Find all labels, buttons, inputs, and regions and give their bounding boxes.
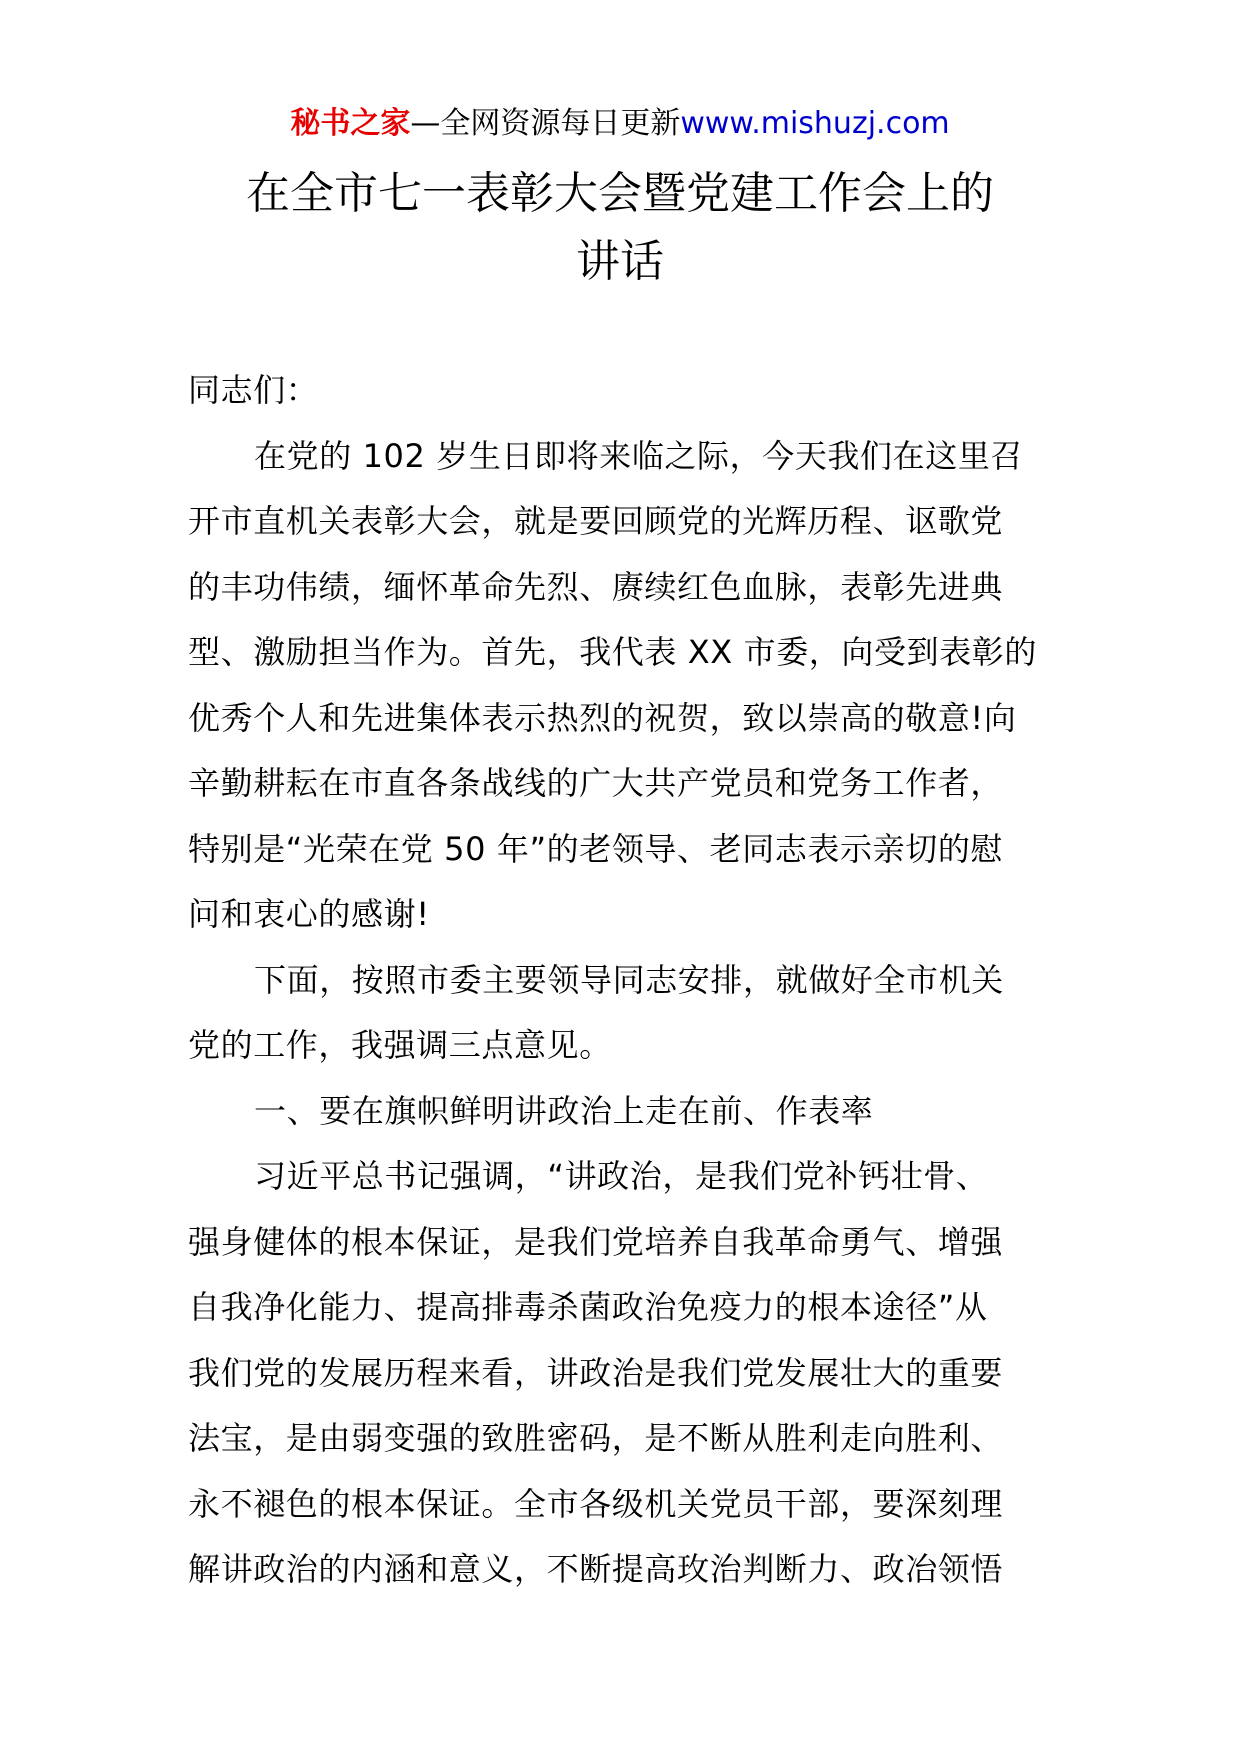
body-line: 的丰功伟绩，缅怀革命先烈、赓续红色血脉，表彰先进典: [188, 567, 1004, 606]
body-line: 强身健体的根本保证，是我们党培养自我革命勇气、增强: [188, 1222, 1004, 1261]
header-slogan: —全网资源每日更新: [410, 106, 681, 141]
title-line: 讲话: [576, 236, 664, 287]
body-line: 问和衷心的感谢!: [188, 895, 430, 933]
body-line: 特别是“光荣在党 50 年”的老领导、老同志表示亲切的慰: [188, 829, 1004, 868]
title-line: 在全市七一表彰大会暨党建工作会上的: [246, 168, 994, 219]
document-body: [188, 358, 1068, 1603]
body-line: 法宝，是由弱变强的致胜密码，是不断从胜利走向胜利、: [188, 1419, 1004, 1457]
site-header: [0, 103, 1240, 145]
body-line: 永不褪色的根本保证。全市各级机关党员干部，要深刻理: [188, 1484, 1004, 1523]
body-line: 党的工作，我强调三点意见。: [188, 1026, 612, 1064]
body-line: 型、激励担当作为。首先，我代表 XX 市委，向受到表彰的: [188, 633, 1037, 671]
body-line: 在党的 102 岁生日即将来临之际，今天我们在这里召: [254, 436, 1024, 475]
body-line: 优秀个人和先进集体表示热烈的祝贺，致以崇高的敬意!向: [188, 698, 1017, 737]
brand-name: 秘书之家: [290, 106, 411, 141]
body-line: 辛勤耕耘在市直各条战线的广大共产党员和党务工作者，: [188, 764, 1004, 802]
section-heading: 一、要在旗帜鲜明讲政治上走在前、作表率: [254, 1091, 874, 1130]
body-line: 下面，按照市委主要领导同志安排，就做好全市机关: [254, 960, 1004, 999]
salutation: 同志们：: [188, 371, 319, 409]
document-title: [150, 160, 1090, 296]
body-line: 我们党的发展历程来看，讲政治是我们党发展壮大的重要: [188, 1353, 1004, 1392]
body-line: 解讲政治的内涵和意义，不断提高玫治判断力、政冶领悟: [188, 1550, 1004, 1588]
body-line: 自我净化能力、提高排毒杀菌政治免疫力的根本途径”从: [188, 1288, 988, 1326]
site-url[interactable]: www.mishuzj.com: [680, 106, 950, 141]
body-line: 习近平总书记强调，“讲政治，是我们党补钙壮骨、: [254, 1157, 989, 1195]
body-line: 开市直机关表彰大会，就是要回顾党的光辉历程、讴歌党: [188, 502, 1004, 540]
